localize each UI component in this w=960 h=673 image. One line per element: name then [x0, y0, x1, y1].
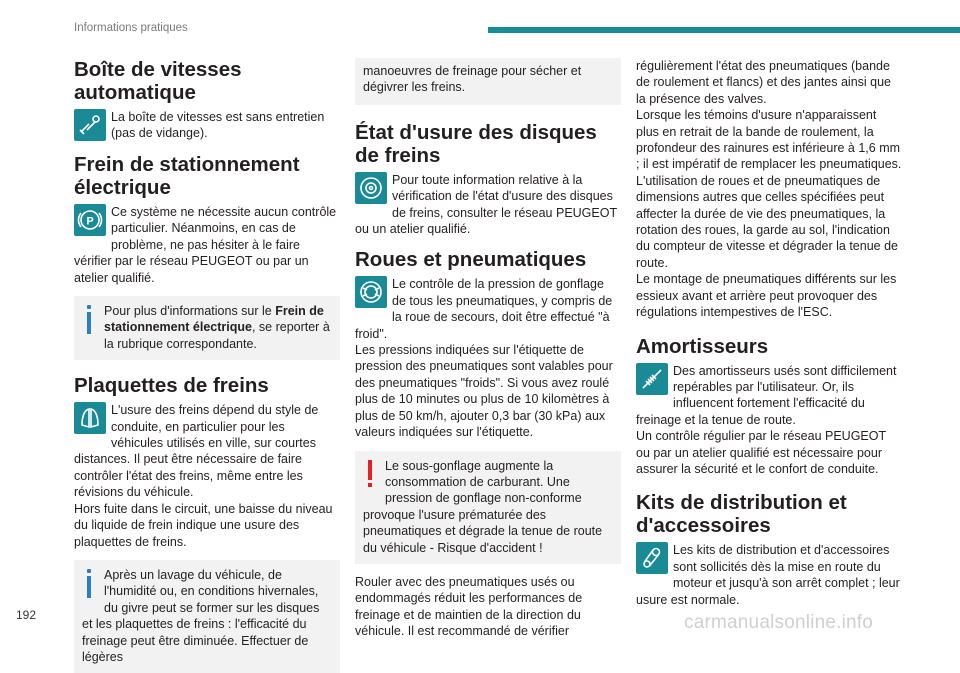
warning-icon — [363, 460, 377, 490]
warning-note-underinflation — [355, 451, 621, 564]
svg-text:P: P — [86, 215, 94, 228]
parking-brake-icon — [74, 204, 106, 236]
info-note-parking-brake — [74, 296, 340, 360]
kits-text: Les kits de distribution et d'accessoires sont sollicités dès la mise en route du moteur et jusqu'à son arrêt complet ; leur usure est normale. — [636, 543, 900, 607]
column-1 — [74, 58, 340, 673]
parking-brake-text: Ce système ne nécessite aucun contrôle particulier. Néanmoins, en cas de problème, ne pas hésiter à le faire vérifier par le réseau PEUGEOT ou par un atelier qualifié. — [74, 205, 337, 285]
heading-wheels-tyres: Roues et pneumatiques — [355, 248, 587, 272]
note-continued-text: manoeuvres de freinage pour sécher et dégivrer les freins. — [363, 64, 582, 95]
heading-disc-wear: État d'usure des disques de freins — [355, 120, 597, 167]
header-section-title: Informations pratiques — [74, 22, 188, 34]
brake-disc-icon — [355, 172, 387, 204]
gearbox-block — [74, 109, 340, 142]
wheels-text-1: Le contrôle de la pression de gonflage de tous les pneumatiques, y compris de la roue de secours, doit être effectué "à froid". — [355, 277, 613, 341]
watermark: carmanualsonline.info — [684, 612, 874, 633]
warning-text: Le sous-gonflage augmente la consommation de carburant. Une pression de gonflage non-conforme provoque l'usure prématurée des pneumatiques et dégrade la tenue de route du véhicule - Risque d'accident ! — [363, 458, 603, 555]
brake-pads-text-2: Hors fuite dans le circuit, une baisse du niveau du liquide de frein indique une usure des plaquettes de freins. — [74, 501, 333, 549]
wheels-cont-text-1: régulièrement l'état des pneumatiques (bande de roulement et flancs) et des jantes ainsi que la présence des valves. — [636, 59, 892, 106]
note-bold-term: Frein de stationnement électrique — [104, 304, 324, 335]
tyre-icon — [355, 276, 387, 308]
info-note-continued — [355, 58, 621, 105]
wheels-cont-text-3: L'utilisation de roues et de pneumatiques de dimensions autres que celles spécifiées peut affecter la durée de vie des pneumatiques, la rotation des roues, la garde au sol, l'indication du compteur de vitesse et dégrader la tenue de route. — [636, 173, 898, 270]
wheels-text-3: Rouler avec des pneumatiques usés ou endommagés réduit les performances de freinage et de maintien de la direction du véhicule. Il est recommandé de vérifier — [355, 574, 583, 639]
heading-parking-brake: Frein de stationnement électrique — [74, 153, 300, 199]
gearbox-text: La boîte de vitesses est sans entretien (pas de vidange). — [111, 110, 325, 141]
disc-wear-block — [355, 172, 621, 238]
wheels-text-2: Les pressions indiquées sur l'étiquette de pression des pneumatiques sont valables pour des pneumatiques "froids". Si vous avez roulé plus de 10 minutes ou plus de 10 kilomètres à plus de 50 km/h, ajouter 0,3 bar (30 kPa) aux valeurs indiquées sur l'étiquette. — [355, 343, 613, 440]
kits-block — [636, 542, 902, 608]
shocks-text-1: Des amortisseurs usés sont difficilement repérables par l'utilisateur. Or, ils influencent fortement l'efficacité du freinage et la tenue de route. — [636, 363, 897, 427]
info-icon — [82, 569, 96, 599]
wheels-cont-text-2: Lorsque les témoins d'usure n'apparaissent plus en retrait de la bande de roulement, la profondeur des rainures est inférieure à 1,6 mm ; il est impératif de remplacer les pneumatiques. — [636, 108, 902, 172]
wheels-cont-text-4: Le montage de pneumatiques différents sur les essieux avant et arrière peut provoquer des régulations intempestives de l'ESC. — [636, 272, 897, 320]
info-note-brake-wash — [74, 560, 340, 673]
brake-pads-icon — [74, 402, 106, 434]
shocks-text-2: Un contrôle régulier par le réseau PEUGEOT ou par un atelier qualifié est nécessaire pour assurer la sécurité et le confort de conduite. — [636, 429, 886, 476]
column-3 — [636, 58, 902, 608]
heading-gearbox: Boîte de vitesses automatique — [74, 58, 242, 104]
column-2 — [355, 58, 621, 640]
gearbox-maintenance-icon — [74, 109, 106, 141]
note-brake-wash-text: Après un lavage du véhicule, de l'humidité ou, en conditions hivernales, du givre peut se former sur les disques et les plaquettes de freins : l'efficacité du freinage peut être diminuée. Effectuer de légères — [82, 567, 320, 664]
brake-pads-text-1: L'usure des freins dépend du style de conduite, en particulier pour les véhicules utilisés en ville, sur courtes distances. Il peut être nécessaire de faire contrôler l'état des freins, même entre les révisions du véhicule. — [74, 403, 319, 500]
brake-pads-block — [74, 402, 340, 500]
info-icon — [82, 305, 96, 335]
shocks-block — [636, 363, 902, 429]
disc-wear-text: Pour toute information relative à la vérification de l'état d'usure des disques de freins, consulter le réseau PEUGEOT ou un atelier qualifié. — [355, 172, 617, 237]
page-number: 192 — [16, 608, 37, 622]
heading-brake-pads: Plaquettes de freins — [74, 374, 269, 398]
header-accent-bar — [488, 27, 960, 33]
wheels-block — [355, 276, 621, 342]
note-text-after: , se reporter à la rubrique correspondante. — [104, 320, 330, 351]
heading-timing-kits: Kits de distribution et d'accessoires — [636, 491, 847, 538]
note-text-before: Pour plus d'informations sur le — [104, 304, 276, 319]
shock-absorber-icon — [636, 363, 668, 395]
heading-shock-absorbers: Amortisseurs — [636, 334, 769, 358]
timing-belt-icon — [636, 542, 668, 574]
parking-brake-block — [74, 204, 340, 286]
